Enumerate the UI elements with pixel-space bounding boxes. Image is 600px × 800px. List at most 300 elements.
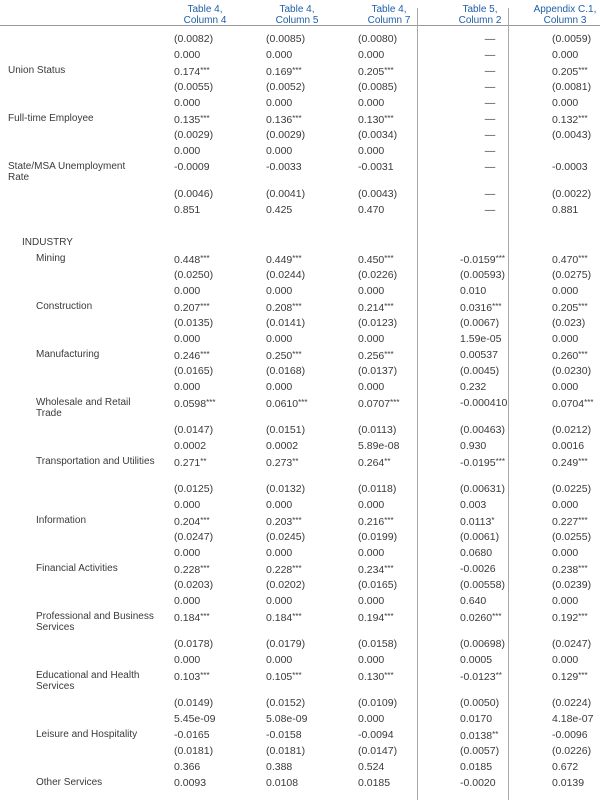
table-cell: 0.216*** (358, 516, 394, 528)
row-label: Construction (36, 301, 93, 312)
table-cell: 0.448*** (174, 254, 210, 266)
significance-stars: *** (578, 254, 588, 263)
significance-stars: *** (384, 114, 394, 123)
table-cell: (0.0255) (552, 531, 592, 543)
significance-stars: *** (384, 612, 394, 621)
table-cell: (0.00463) (460, 424, 505, 436)
row-label: State/MSA Unemployment Rate (8, 161, 126, 183)
table-cell: 0.249*** (552, 457, 588, 469)
table-cell: 0.0185 (460, 761, 493, 773)
table-cell: 0.000 (552, 499, 579, 511)
table-cell: 0.000 (552, 547, 579, 559)
table-cell: (0.0135) (174, 317, 214, 329)
table-row (0, 253, 600, 269)
table-cell: (0.0244) (266, 269, 306, 281)
significance-stars: *** (495, 254, 505, 263)
table-cell: 0.000 (266, 381, 293, 393)
table-cell: 0.205*** (552, 66, 588, 78)
table-cell: (0.0082) (174, 33, 214, 45)
table-cell: 0.130*** (358, 671, 394, 683)
table-cell: (0.0212) (552, 424, 592, 436)
table-cell: — (484, 97, 496, 109)
table-cell: 0.203*** (266, 516, 302, 528)
header-line: Table 4, (279, 4, 315, 15)
table-cell: (0.0245) (266, 531, 306, 543)
significance-stars: *** (578, 516, 588, 525)
column-header-2 (262, 4, 332, 26)
significance-stars: *** (200, 612, 210, 621)
table-cell: 0.228*** (266, 564, 302, 576)
table-cell: (0.0230) (552, 365, 592, 377)
table-cell: 5.89e-08 (358, 440, 400, 452)
table-cell: (0.0179) (266, 638, 306, 650)
table-cell: (0.0050) (460, 697, 500, 709)
significance-stars: *** (384, 254, 394, 263)
significance-stars: *** (578, 457, 588, 466)
table-cell: 0.000 (266, 49, 293, 61)
table-cell: 0.0610*** (266, 398, 308, 410)
significance-stars: *** (578, 114, 588, 123)
significance-stars: *** (200, 254, 210, 263)
significance-stars: *** (292, 564, 302, 573)
table-cell: (0.0046) (174, 188, 214, 200)
table-row (0, 397, 600, 419)
significance-stars: *** (578, 302, 588, 311)
row-label: Other Services (36, 777, 103, 788)
table-cell: 0.000 (358, 333, 385, 345)
table-row (0, 161, 600, 183)
table-cell: (0.0203) (174, 579, 214, 591)
table-row (0, 563, 600, 579)
table-cell: 0.000 (552, 381, 579, 393)
significance-stars: *** (578, 612, 588, 621)
table-cell: (0.0055) (174, 81, 214, 93)
header-line: Column 5 (275, 15, 319, 26)
significance-stars: *** (200, 671, 210, 680)
table-cell: -0.000410 (460, 397, 508, 409)
table-cell: 0.000 (266, 97, 293, 109)
table-cell: (0.0061) (460, 531, 500, 543)
header-line: Appendix C.1, (533, 4, 597, 15)
table-cell: 0.000 (552, 654, 579, 666)
table-row (0, 317, 600, 333)
table-cell: (0.0226) (552, 745, 592, 757)
table-row (0, 579, 600, 595)
table-cell: 0.000 (266, 547, 293, 559)
table-cell: (0.0152) (266, 697, 306, 709)
table-cell: (0.0022) (552, 188, 592, 200)
table-cell: — (484, 204, 496, 216)
table-cell: (0.0225) (552, 483, 592, 495)
table-cell: (0.0226) (358, 269, 398, 281)
table-cell: 0.204*** (174, 516, 210, 528)
table-row (0, 595, 600, 611)
significance-stars: *** (200, 114, 210, 123)
significance-stars: *** (200, 516, 210, 525)
table-cell: (0.0141) (266, 317, 306, 329)
significance-stars: *** (584, 398, 594, 407)
table-cell: 0.000 (266, 285, 293, 297)
table-cell: (0.0067) (460, 317, 500, 329)
table-cell: (0.00593) (460, 269, 505, 281)
table-cell: (0.0132) (266, 483, 306, 495)
table-cell: (0.00698) (460, 638, 505, 650)
header-line: Column 4 (183, 15, 227, 26)
table-cell: -0.0158 (266, 729, 302, 741)
table-cell: — (484, 81, 496, 93)
table-header (0, 0, 600, 26)
table-row (0, 745, 600, 761)
table-cell: 0.129*** (552, 671, 588, 683)
table-cell: — (484, 129, 496, 141)
significance-stars: *** (200, 302, 210, 311)
table-cell: 0.000 (358, 49, 385, 61)
table-cell: (0.0178) (174, 638, 214, 650)
table-cell: 5.08e-09 (266, 713, 308, 725)
row-label: Wholesale and Retail Trade (36, 397, 131, 419)
significance-stars: *** (384, 671, 394, 680)
table-cell: -0.0033 (266, 161, 302, 173)
table-cell: 0.0707*** (358, 398, 400, 410)
table-cell: (0.0239) (552, 579, 592, 591)
table-cell: (0.0118) (358, 483, 397, 495)
table-cell: — (484, 145, 496, 157)
table-cell: 0.000 (358, 547, 385, 559)
table-cell: (0.0109) (358, 697, 398, 709)
table-row (0, 129, 600, 145)
table-cell: 0.881 (552, 204, 579, 216)
table-cell: 0.260*** (552, 350, 588, 362)
significance-stars: *** (384, 516, 394, 525)
table-cell: — (484, 188, 496, 200)
table-row (0, 97, 600, 113)
table-row (0, 349, 600, 365)
table-cell: 0.000 (358, 381, 385, 393)
table-cell: -0.0026 (460, 563, 496, 575)
table-row (0, 499, 600, 515)
table-row (0, 33, 600, 49)
table-row (0, 670, 600, 692)
table-cell: 0.851 (174, 204, 201, 216)
significance-stars: *** (292, 254, 302, 263)
table-cell: — (484, 65, 496, 77)
significance-stars: *** (298, 398, 308, 407)
row-label: Union Status (8, 65, 66, 76)
significance-stars: *** (292, 671, 302, 680)
table-row (0, 440, 600, 456)
table-cell: — (484, 49, 496, 61)
table-cell: 0.205*** (358, 66, 394, 78)
table-cell: (0.0057) (460, 745, 500, 757)
table-row (0, 697, 600, 713)
table-cell: 0.0185 (358, 777, 391, 789)
table-cell: (0.0034) (358, 129, 398, 141)
table-cell: 0.174*** (174, 66, 210, 78)
table-cell: 0.450*** (358, 254, 394, 266)
table-cell: 0.470*** (552, 254, 588, 266)
table-cell: 0.246*** (174, 350, 210, 362)
table-cell: (0.0113) (358, 424, 397, 436)
table-cell: -0.0165 (174, 729, 210, 741)
table-cell: 0.184*** (266, 612, 302, 624)
table-cell: 0.000 (358, 285, 385, 297)
table-cell: 0.000 (174, 97, 201, 109)
table-cell: 0.0005 (460, 654, 493, 666)
significance-stars: * (491, 516, 495, 525)
table-cell: 0.640 (460, 595, 487, 607)
table-row (0, 547, 600, 563)
table-cell: -0.0096 (552, 729, 588, 741)
table-cell: 0.228*** (174, 564, 210, 576)
table-cell: 0.250*** (266, 350, 302, 362)
significance-stars: *** (384, 564, 394, 573)
table-cell: (0.023) (552, 317, 586, 329)
table-cell: 0.169*** (266, 66, 302, 78)
table-row (0, 611, 600, 633)
table-cell: 0.000 (552, 595, 579, 607)
table-cell: -0.0003 (552, 161, 588, 173)
row-label: Financial Activities (36, 563, 118, 574)
significance-stars: *** (384, 302, 394, 311)
table-cell: 0.425 (266, 204, 293, 216)
table-cell: 1.59e-05 (460, 333, 502, 345)
table-cell: 0.105*** (266, 671, 302, 683)
table-row (0, 381, 600, 397)
table-cell: (0.0224) (552, 697, 592, 709)
table-cell: (0.0158) (358, 638, 398, 650)
table-cell: (0.0181) (174, 745, 214, 757)
table-cell: (0.0029) (266, 129, 306, 141)
table-cell: 0.000 (266, 499, 293, 511)
table-cell: 0.00537 (460, 349, 498, 361)
significance-stars: *** (292, 516, 302, 525)
significance-stars: *** (492, 612, 502, 621)
row-label: Professional and Business Services (36, 611, 154, 633)
significance-stars: ** (384, 457, 391, 466)
table-row (0, 761, 600, 777)
table-cell: 0.672 (552, 761, 579, 773)
table-cell: 0.000 (358, 595, 385, 607)
table-cell: (0.0085) (266, 33, 306, 45)
significance-stars: *** (578, 350, 588, 359)
significance-stars: ** (492, 730, 499, 739)
table-cell: 0.000 (174, 145, 201, 157)
significance-stars: *** (492, 302, 502, 311)
table-row (0, 531, 600, 547)
table-cell: 0.000 (358, 97, 385, 109)
significance-stars: *** (578, 671, 588, 680)
table-cell: (0.0147) (358, 745, 398, 757)
table-cell: 0.000 (266, 595, 293, 607)
table-cell: (0.0080) (358, 33, 398, 45)
significance-stars: ** (495, 671, 502, 680)
table-cell: 0.000 (174, 381, 201, 393)
table-cell: 0.0170 (460, 713, 493, 725)
table-cell: 0.238*** (552, 564, 588, 576)
table-cell: 0.208*** (266, 302, 302, 314)
table-cell: 0.0704*** (552, 398, 594, 410)
significance-stars: *** (384, 350, 394, 359)
table-cell: -0.0159*** (460, 254, 505, 266)
row-label: Information (36, 515, 87, 526)
table-cell: 0.388 (266, 761, 293, 773)
table-row (0, 145, 600, 161)
table-cell: 0.103*** (174, 671, 210, 683)
table-cell: 0.232 (460, 381, 487, 393)
table-row (0, 81, 600, 97)
significance-stars: *** (200, 564, 210, 573)
table-cell: (0.0085) (358, 81, 398, 93)
table-cell: — (484, 113, 496, 125)
header-line: Column 7 (367, 15, 411, 26)
table-cell: (0.0250) (174, 269, 214, 281)
table-cell: (0.0059) (552, 33, 592, 45)
table-row (0, 113, 600, 129)
table-cell: (0.0029) (174, 129, 214, 141)
table-cell: 0.000 (174, 499, 201, 511)
table-cell: (0.0043) (358, 188, 398, 200)
table-row (0, 285, 600, 301)
table-cell: 0.135*** (174, 114, 210, 126)
table-cell: 0.192*** (552, 612, 588, 624)
table-cell: 0.0260*** (460, 612, 502, 624)
table-cell: 0.207*** (174, 302, 210, 314)
table-cell: 0.184*** (174, 612, 210, 624)
table-cell: 0.0002 (266, 440, 299, 452)
table-row (0, 365, 600, 381)
table-cell: 0.0016 (552, 440, 585, 452)
table-cell: 0.264** (358, 457, 391, 469)
significance-stars: *** (578, 564, 588, 573)
significance-stars: ** (292, 457, 299, 466)
table-cell: (0.0181) (266, 745, 306, 757)
table-cell: 0.010 (460, 285, 487, 297)
column-header-5 (525, 4, 600, 26)
table-cell: -0.0009 (174, 161, 210, 173)
significance-stars: *** (578, 66, 588, 75)
table-cell: (0.00558) (460, 579, 505, 591)
table-cell: 0.000 (174, 333, 201, 345)
table-cell: -0.0031 (358, 161, 394, 173)
table-cell: 0.0113* (460, 516, 495, 528)
table-cell: -0.0094 (358, 729, 394, 741)
table-cell: -0.0020 (460, 777, 496, 789)
table-cell: (0.0137) (358, 365, 398, 377)
table-cell: (0.0247) (552, 638, 592, 650)
table-cell: (0.0202) (266, 579, 306, 591)
table-cell: 0.470 (358, 204, 385, 216)
table-cell: 4.18e-07 (552, 713, 594, 725)
table-cell: (0.0165) (358, 579, 398, 591)
table-row (0, 237, 600, 253)
table-cell: (0.0247) (174, 531, 214, 543)
table-row (0, 654, 600, 670)
significance-stars: *** (495, 457, 505, 466)
table-cell: (0.0165) (174, 365, 214, 377)
significance-stars: *** (206, 398, 216, 407)
table-row (0, 301, 600, 317)
table-cell: 0.271** (174, 457, 207, 469)
table-cell: 0.000 (266, 654, 293, 666)
table-cell: 0.000 (358, 713, 385, 725)
table-cell: 0.205*** (552, 302, 588, 314)
row-label: Manufacturing (36, 349, 100, 360)
table-cell: (0.0168) (266, 365, 306, 377)
table-cell: — (484, 161, 496, 173)
significance-stars: *** (200, 350, 210, 359)
table-row (0, 188, 600, 204)
table-cell: 0.000 (358, 145, 385, 157)
table-cell: 0.0139 (552, 777, 585, 789)
header-line: Column 2 (458, 15, 502, 26)
table-cell: (0.0052) (266, 81, 306, 93)
table-cell: -0.0195*** (460, 457, 505, 469)
table-cell: 0.0093 (174, 777, 207, 789)
table-cell: (0.0041) (266, 188, 306, 200)
significance-stars: *** (200, 66, 210, 75)
table-cell: (0.0125) (174, 483, 214, 495)
table-cell: 0.132*** (552, 114, 588, 126)
table-cell: 0.227*** (552, 516, 588, 528)
table-cell: (0.00631) (460, 483, 505, 495)
table-cell: (0.0275) (552, 269, 592, 281)
table-cell: 0.000 (174, 595, 201, 607)
table-row (0, 204, 600, 220)
row-label: Mining (36, 253, 66, 264)
header-line: Table 4, (187, 4, 223, 15)
table-cell: (0.0149) (174, 697, 214, 709)
table-cell: 0.0138** (460, 730, 499, 742)
table-cell: 0.000 (174, 285, 201, 297)
table-cell: 0.130*** (358, 114, 394, 126)
significance-stars: *** (292, 350, 302, 359)
table-row (0, 333, 600, 349)
table-cell: 0.524 (358, 761, 385, 773)
row-label: INDUSTRY (22, 237, 73, 248)
significance-stars: ** (200, 457, 207, 466)
column-header-3 (354, 4, 424, 26)
table-row (0, 424, 600, 440)
table-cell: 0.000 (552, 97, 579, 109)
table-cell: 0.194*** (358, 612, 394, 624)
table-cell: 0.000 (552, 49, 579, 61)
row-label: Full-time Employee (8, 113, 94, 124)
header-line: Table 5, (462, 4, 498, 15)
table-cell: 0.234*** (358, 564, 394, 576)
significance-stars: *** (292, 114, 302, 123)
table-cell: 0.256*** (358, 350, 394, 362)
table-cell: 0.000 (266, 145, 293, 157)
header-line: Column 3 (543, 15, 587, 26)
header-line: Table 4, (371, 4, 407, 15)
table-cell: 0.0002 (174, 440, 207, 452)
table-row (0, 638, 600, 654)
row-label: Leisure and Hospitality (36, 729, 138, 740)
table-row (0, 713, 600, 729)
table-row (0, 729, 600, 745)
table-cell: — (484, 33, 496, 45)
row-label: Transportation and Utilities (36, 456, 155, 467)
table-cell: 0.449*** (266, 254, 302, 266)
table-cell: -0.0123** (460, 671, 502, 683)
table-cell: 0.0598*** (174, 398, 216, 410)
table-cell: (0.0147) (174, 424, 214, 436)
table-row (0, 777, 600, 793)
table-row (0, 456, 600, 472)
significance-stars: *** (384, 66, 394, 75)
table-cell: 0.000 (552, 333, 579, 345)
table-cell: 0.000 (358, 499, 385, 511)
